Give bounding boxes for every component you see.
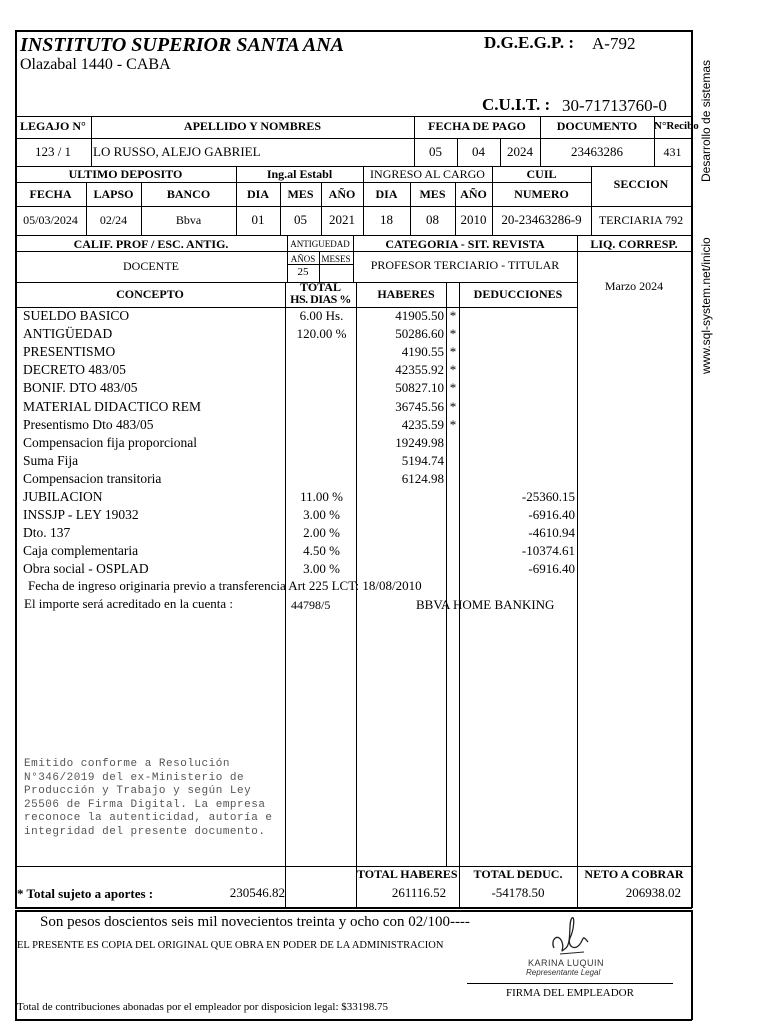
concept-mark: * [449,398,457,414]
total-sujeto-value: 230546.82 [229,885,285,900]
cuil-label: CUIL [526,167,557,181]
rule-header-4 [15,182,591,183]
concept-haberes: 36745.56 [395,398,444,414]
nombre-label: APELLIDO Y NOMBRES [183,119,322,133]
concept-name: BONIF. DTO 483/05 [23,380,138,396]
hs-dias-header: HS. DIAS % [290,292,351,306]
categoria-value: PROFESOR TERCIARIO - TITULAR [370,258,560,272]
copia-text: EL PRESENTE ES COPIA DEL ORIGINAL QUE OBRA EN PODER DE LA ADMINISTRACION [17,940,444,951]
car-mes: 08 [426,212,439,227]
fecha-label: FECHA [29,187,72,201]
footer-right [691,910,693,1020]
ultimo-deposito-label: ULTIMO DEPOSITO [68,167,183,181]
table-row [0,362,700,380]
anios-value: 25 [297,266,309,278]
concept-name: ANTIGÜEDAD [23,326,113,342]
concept-name: Dto. 137 [23,525,71,541]
concept-quantity: 2.00 % [303,525,340,541]
neto-value: 206938.02 [625,885,681,900]
rule-antig-sub [287,264,353,265]
ingreso-note: Fecha de ingreso originaria previo a transferencia Art 225 LCT: 18/08/2010 [28,578,422,593]
antiguedad-label: ANTIGUEDAD [290,239,350,249]
table-row [0,561,700,579]
banco-label: BANCO [166,187,211,201]
table-row [0,344,700,362]
neto-label: NETO A COBRAR [584,867,684,881]
table-row [0,399,700,417]
meses-label: MESES [321,254,351,264]
legal-line: Emitido conforme a Resolución [24,758,230,770]
seccion-label: SECCION [613,177,669,191]
concept-name: Caja complementaria [23,543,139,559]
concept-quantity: 6.00 Hs. [299,308,344,323]
table-row [0,308,700,326]
concepto-header: CONCEPTO [116,287,184,301]
total-deduc-value: -54178.50 [491,885,545,900]
concept-name: Compensacion transitoria [23,470,162,486]
total-haberes-label: TOTAL HABERES [357,867,458,881]
car-anio: 2010 [460,212,487,227]
concept-haberes: 42355.92 [395,362,444,378]
concept-name: Compensacion fija proporcional [23,434,197,450]
legal-line: reconoce la autenticidad, autoría e [24,812,273,824]
concept-mark: * [449,344,457,360]
total-sujeto-label: * Total sujeto a aportes : [17,886,154,901]
recibo-label: N°Recibo [654,120,699,132]
concept-haberes: 19249.98 [395,434,444,450]
signer-role: Representante Legal [526,968,601,977]
legal-line: 25506 de Firma Digital. La empresa [24,798,266,811]
table-row [0,507,700,525]
cuit-value: 30-71713760-0 [562,96,667,115]
est-anio-label: AÑO [328,187,356,201]
concept-name: PRESENTISMO [23,344,116,360]
pago-mes: 04 [472,144,485,159]
concept-haberes: 6124.98 [401,470,444,486]
total-header: TOTAL [300,280,341,294]
concept-deduccion: -6916.40 [528,507,575,523]
concept-name: DECRETO 483/05 [23,362,126,378]
signature-icon [540,912,610,962]
est-anio: 2021 [329,212,355,227]
concept-deduccion: -10374.61 [521,543,575,559]
car-mes-label: MES [419,187,446,201]
cuenta-banco: BBVA HOME BANKING [416,597,555,612]
rule-header-2 [15,138,692,139]
legal-line: N°346/2019 del ex-Ministerio de [24,771,245,784]
est-dia: 01 [251,212,265,227]
concept-haberes: 50827.10 [395,380,444,396]
frame-top [15,30,692,32]
concept-mark: * [449,416,457,432]
car-dia-label: DIA [375,187,398,201]
deducciones-header: DEDUCCIONES [473,287,563,301]
liq-value: Marzo 2024 [604,279,664,293]
liq-label: LIQ. CORRESP. [590,237,678,251]
concept-quantity: 3.00 % [303,561,340,577]
concept-deduccion: -6916.40 [528,561,575,577]
calif-label: CALIF. PROF / ESC. ANTIG. [73,237,229,251]
numero-label: NUMERO [514,187,569,201]
concept-quantity: 120.00 % [296,326,347,342]
sidebar-company: Desarrollo de sistemas [699,59,713,182]
frame-bottom [15,907,692,909]
nombre-value: LO RUSSO, ALEJO GABRIEL [93,144,261,159]
concept-mark: * [449,362,457,378]
legal-line: Producción y Trabajo y según Ley [24,785,252,797]
concept-mark: * [449,326,457,342]
deposito-fecha: 05/03/2024 [23,213,78,227]
deposito-banco: Bbva [175,213,202,227]
concept-haberes: 4235.59 [401,416,444,432]
dgegp-label: D.G.E.G.P. : [484,33,575,52]
concept-deduccion: -25360.15 [521,489,575,504]
table-row [0,380,700,398]
fecha-pago-label: FECHA DE PAGO [428,119,526,133]
concept-deduccion: -4610.94 [528,525,575,541]
anios-label: AÑOS [290,254,316,264]
pago-dia: 05 [429,144,442,159]
table-row [0,435,700,453]
concept-name: Presentismo Dto 483/05 [23,416,154,432]
legajo-label: LEGAJO N° [20,119,86,133]
categoria-label: CATEGORIA - SIT. REVISTA [385,237,545,251]
car-dia: 18 [380,212,393,227]
cuenta-label: El importe será acreditado en la cuenta : [24,596,233,611]
calif-value: DOCENTE [123,259,179,273]
concept-haberes: 5194.74 [401,452,444,468]
concept-name: INSSJP - LEY 19032 [23,507,139,523]
pago-anio: 2024 [507,144,533,159]
total-deduc-label: TOTAL DEDUC. [473,867,563,881]
footer-bottom [15,1019,692,1021]
cuil-value: 20-23463286-9 [501,212,582,227]
table-row [0,453,700,471]
cuit-label: C.U.I.T. : [482,95,551,114]
concept-haberes: 41905.50 [395,308,444,323]
deposito-lapso: 02/24 [99,213,128,227]
concept-quantity: 4.50 % [303,543,340,559]
documento-label: DOCUMENTO [556,119,638,133]
table-row [0,471,700,489]
signer-name: KARINA LUQUIN [528,958,605,968]
sidebar-url: www.sql-system.net/inicio [699,237,713,374]
concept-haberes: 50286.60 [395,326,444,342]
est-dia-label: DIA [246,187,269,201]
table-row [0,543,700,561]
car-anio-label: AÑO [460,187,487,201]
recibo-value: 431 [663,145,682,159]
ingreso-cargo-label: INGRESO AL CARGO [370,167,485,181]
dgegp-value: A-792 [592,34,636,53]
cuenta-numero: 44798/5 [291,598,331,612]
concept-quantity: 11.00 % [300,489,343,504]
total-haberes-value: 261116.52 [391,885,447,900]
son-pesos: Son pesos doscientos seis mil novecientos treinta y ocho con 02/100---- [40,914,470,930]
documento-value: 23463286 [571,144,623,159]
table-row [0,417,700,435]
table-row [0,326,700,344]
rule-header-1 [15,116,692,117]
concept-mark: * [449,380,457,396]
table-row [0,489,700,507]
est-mes: 05 [294,212,307,227]
concept-name: SUELDO BASICO [23,308,130,323]
lapso-label: LAPSO [93,187,134,201]
concept-mark: * [449,308,457,323]
table-row [0,525,700,543]
legal-line: integridad del presente documento. [24,825,266,838]
signature-line [467,983,673,984]
haberes-header: HABERES [377,287,435,301]
concept-haberes: 4190.55 [401,344,444,360]
ing-establ-label: Ing.al Establ [266,167,333,181]
concept-quantity: 3.00 % [303,507,340,523]
concept-name: Suma Fija [23,452,79,468]
concept-name: MATERIAL DIDACTICO REM [23,398,201,414]
legal-text [24,758,273,839]
institution-address: Olazabal 1440 - CABA [20,56,171,73]
institution-name: INSTITUTO SUPERIOR SANTA ANA [20,34,344,56]
concept-name: JUBILACION [23,489,103,504]
firma-label: FIRMA DEL EMPLEADOR [506,987,634,999]
seccion-value: TERCIARIA 792 [598,213,684,227]
contribuciones-text: Total de contribuciones abonadas por el empleador por disposicion legal: $33198.75 [17,1001,388,1013]
legajo-value: 123 / 1 [34,144,72,159]
concept-name: Obra social - OSPLAD [23,561,149,577]
est-mes-label: MES [287,187,314,201]
